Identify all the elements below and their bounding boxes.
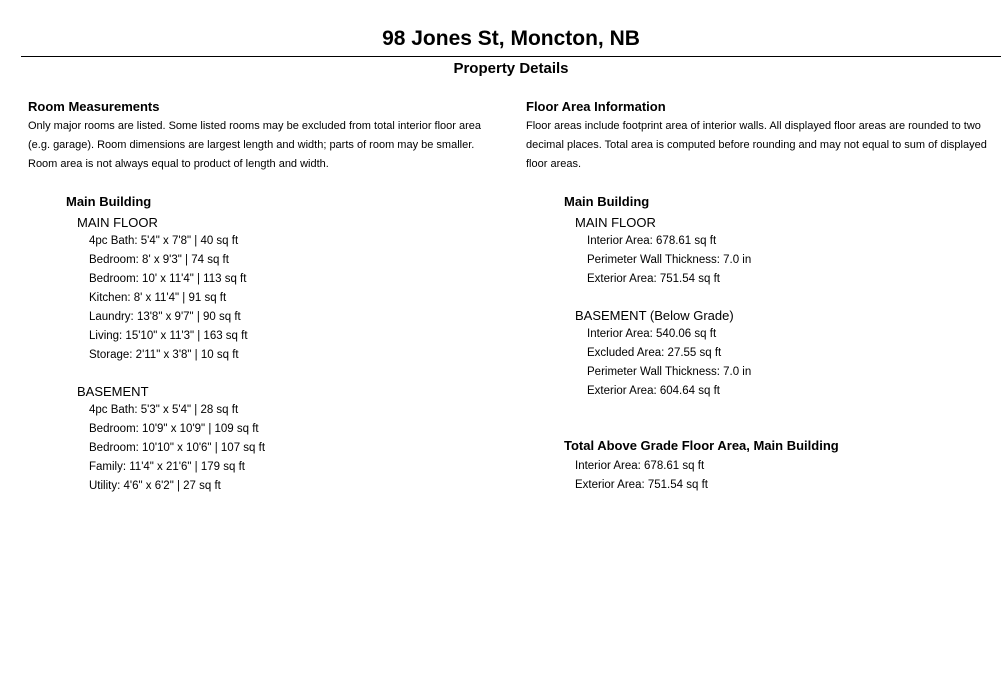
area-row: Perimeter Wall Thickness: 7.0 in: [587, 254, 752, 266]
area-row: Interior Area: 678.61 sq ft: [587, 235, 717, 247]
total-area-list: [575, 457, 839, 495]
main-floor-room-list: [89, 232, 265, 365]
area-row: Perimeter Wall Thickness: 7.0 in: [587, 366, 752, 378]
floor-name-main: MAIN FLOOR: [575, 215, 656, 230]
room-measurements-heading: Room Measurements: [28, 99, 160, 114]
room-row: Utility: 4'6" x 6'2" | 27 sq ft: [89, 480, 221, 492]
building-name: Main Building: [564, 194, 650, 209]
area-row: Exterior Area: 751.54 sq ft: [575, 479, 708, 491]
description-line: floor areas.: [526, 158, 582, 170]
floor-area-heading: Floor Area Information: [526, 99, 666, 114]
floor-area-building: [564, 194, 839, 495]
room-row: Laundry: 13'8" x 9'7" | 90 sq ft: [89, 311, 241, 323]
description-line: Floor areas include footprint area of interior walls. All displayed floor areas are rounded to two: [526, 120, 981, 132]
room-row: Bedroom: 10'10" x 10'6" | 107 sq ft: [89, 442, 266, 454]
room-row: Bedroom: 10' x 11'4" | 113 sq ft: [89, 273, 247, 285]
page-title: 98 Jones St, Moncton, NB: [382, 27, 640, 50]
room-row: Kitchen: 8' x 11'4" | 91 sq ft: [89, 292, 227, 304]
floor-name-basement: BASEMENT: [77, 384, 149, 399]
page-subtitle: Property Details: [453, 60, 569, 77]
total-area-heading: Total Above Grade Floor Area, Main Building: [564, 438, 839, 453]
room-row: Storage: 2'11" x 3'8" | 10 sq ft: [89, 349, 239, 361]
area-row: Excluded Area: 27.55 sq ft: [587, 347, 722, 359]
room-row: 4pc Bath: 5'3" x 5'4" | 28 sq ft: [89, 404, 239, 416]
room-measurements-building: [66, 194, 265, 496]
room-measurements-description: [28, 117, 508, 174]
area-row: Interior Area: 540.06 sq ft: [587, 328, 717, 340]
floor-area-section: [526, 99, 1006, 174]
room-row: Living: 15'10" x 11'3" | 163 sq ft: [89, 330, 248, 342]
total-area-block: [564, 438, 839, 495]
title-divider: [21, 56, 1001, 57]
room-row: Family: 11'4" x 21'6" | 179 sq ft: [89, 461, 245, 473]
spacer: [66, 365, 265, 382]
floor-name-basement: BASEMENT (Below Grade): [575, 308, 734, 323]
room-row: Bedroom: 10'9" x 10'9" | 109 sq ft: [89, 423, 259, 435]
description-line: Room area is not always equal to product of length and width.: [28, 158, 329, 170]
floor-area-description: [526, 117, 1006, 174]
basement-area-list: [587, 325, 839, 401]
floor-name-main: MAIN FLOOR: [77, 215, 158, 230]
description-line: decimal places. Total area is computed before rounding and may not equal to sum of displayed: [526, 139, 987, 151]
description-line: Only major rooms are listed. Some listed rooms may be excluded from total interior floor area: [28, 120, 482, 132]
area-row: Exterior Area: 604.64 sq ft: [587, 385, 720, 397]
spacer: [564, 401, 839, 438]
area-row: Interior Area: 678.61 sq ft: [575, 460, 705, 472]
basement-room-list: [89, 401, 265, 496]
main-floor-area-list: [587, 232, 839, 289]
room-row: 4pc Bath: 5'4" x 7'8" | 40 sq ft: [89, 235, 239, 247]
area-row: Exterior Area: 751.54 sq ft: [587, 273, 720, 285]
room-measurements-section: [28, 99, 508, 174]
spacer: [564, 289, 839, 306]
building-name: Main Building: [66, 194, 152, 209]
room-row: Bedroom: 8' x 9'3" | 74 sq ft: [89, 254, 229, 266]
description-line: (e.g. garage). Room dimensions are largest length and width; parts of room may be smaller.: [28, 139, 475, 151]
